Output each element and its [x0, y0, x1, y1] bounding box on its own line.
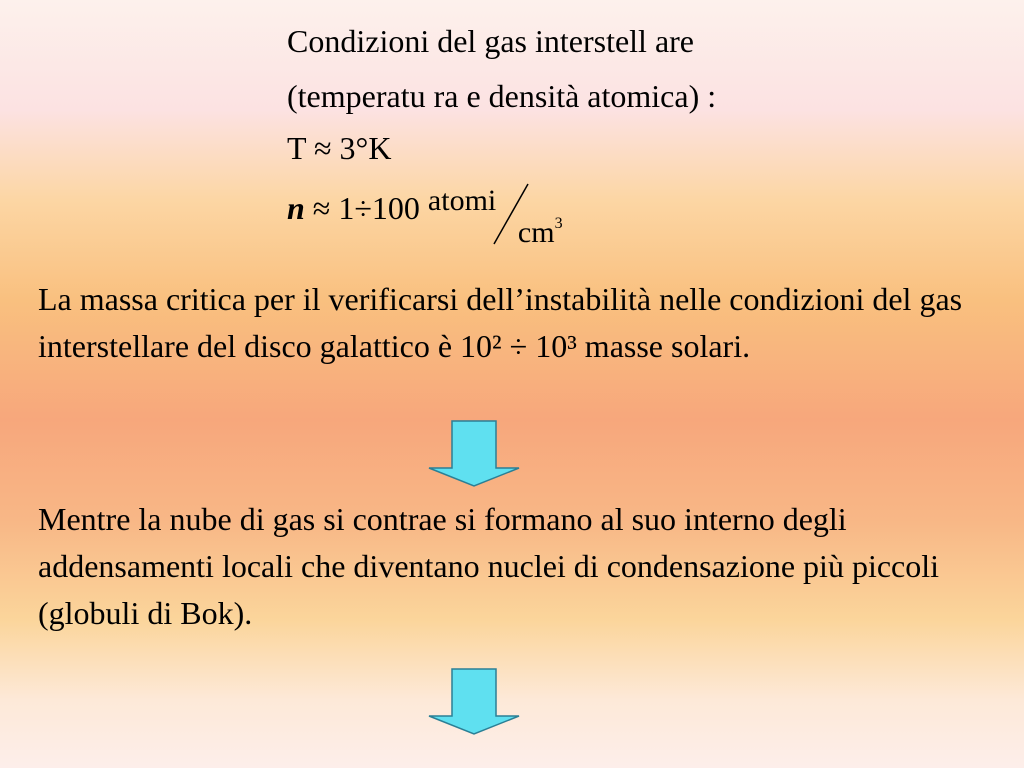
formula-conditions-title: Condizioni del gas interstell are	[287, 23, 694, 59]
down-arrow-icon	[428, 668, 522, 736]
formula-density	[287, 184, 578, 252]
density-range: ≈ 1÷100	[312, 190, 420, 226]
density-unit-fraction	[428, 182, 578, 252]
cloud-contraction-paragraph: Mentre la nube di gas si contrae si formano al suo interno degli addensamenti locali che diventano nuclei di condensazione più piccoli (globuli di Bok).	[38, 501, 940, 631]
critical-mass-paragraph: La massa critica per il verificarsi dell’instabilità nelle condizioni del gas interstellare del disco galattico è 10² ÷ 10³ masse solari.	[38, 281, 963, 364]
denominator-exponent: 3	[554, 215, 563, 232]
fraction-denominator	[518, 216, 563, 248]
fraction-numerator: atomi	[427, 184, 497, 217]
formula-temperature: T ≈ 3°K	[287, 130, 392, 166]
density-variable: n	[287, 190, 305, 226]
formula-conditions-subtitle: (temperatu ra e densità atomica) :	[287, 78, 717, 114]
denominator-unit: cm	[517, 216, 555, 249]
down-arrow-icon	[428, 420, 522, 488]
